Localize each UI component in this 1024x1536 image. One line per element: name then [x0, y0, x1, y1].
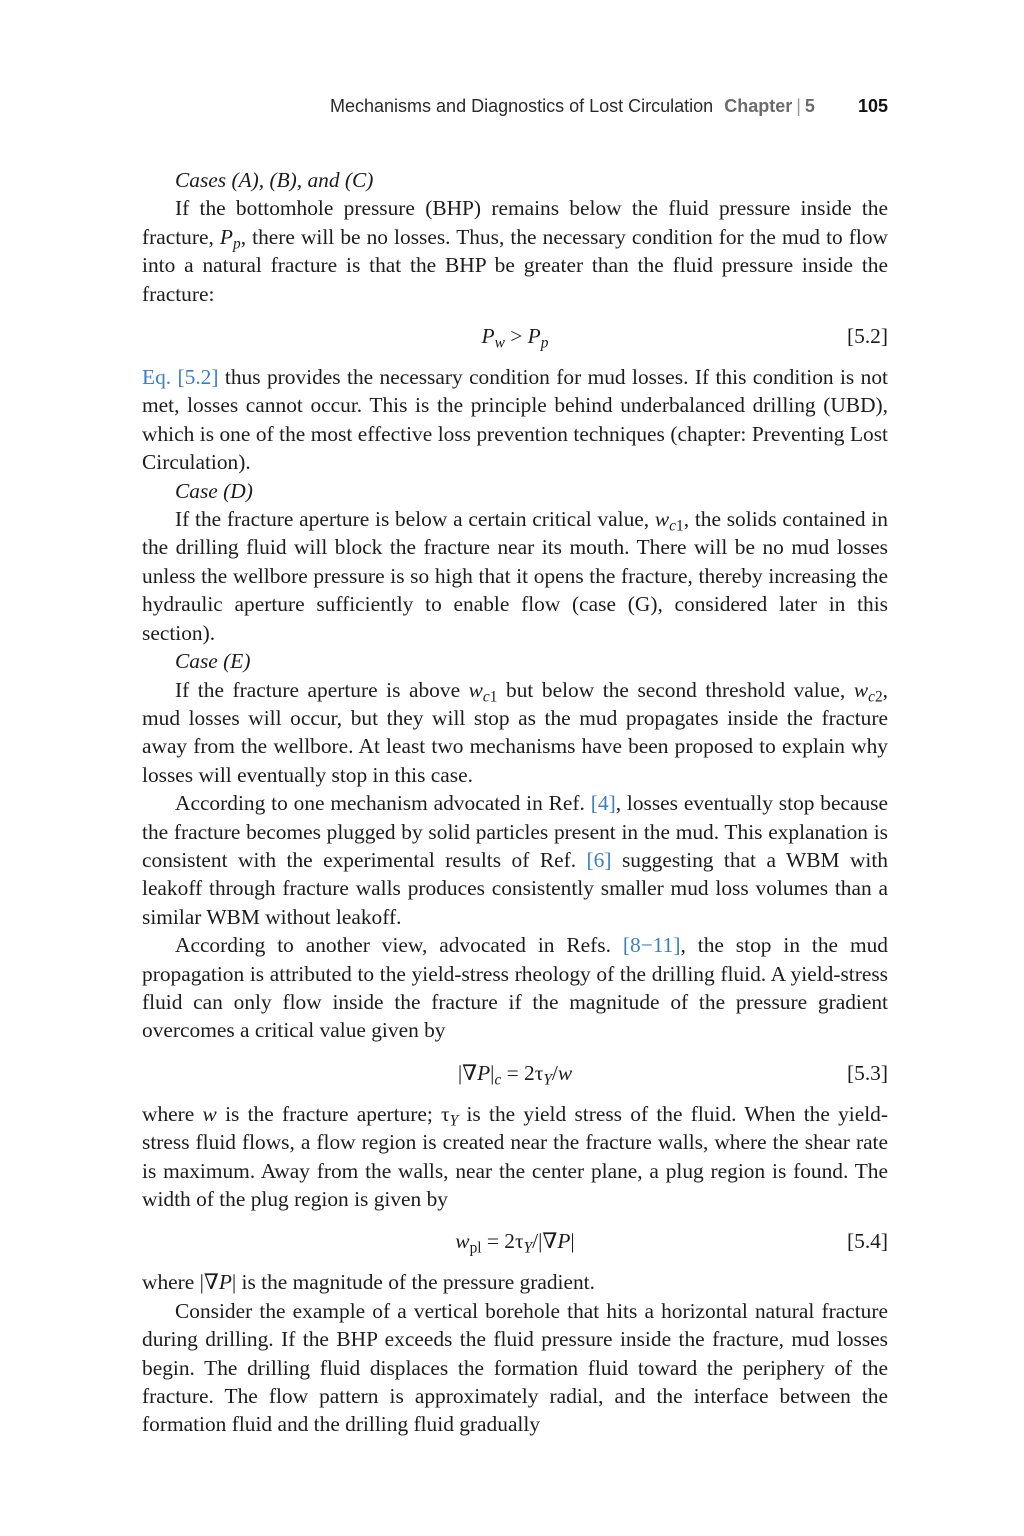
case-e-heading: Case (E)	[175, 649, 251, 674]
variable-pp: $P_p$	[219, 224, 241, 253]
citation-link[interactable]: [4]	[590, 791, 616, 816]
equation-5-4	[142, 1227, 888, 1256]
paragraph: Eq. [5.2] thus provides the necessary condition for mud losses. If this condition is not met, losses cannot occur. This is the principle behind underbalanced drilling (UBD), which is one of the most effective loss prevention techniques (chapter: Preventing Lost Circulation).	[142, 365, 888, 475]
body-text	[142, 166, 888, 1439]
paragraph: If the bottomhole pressure (BHP) remains below the fluid pressure inside the fracture, $P_p$, there will be no losses. Thus, the necessary condition for the mud to flow into a natural fracture is that the BHP be greater than the fluid pressure inside the fracture:	[142, 196, 888, 306]
paragraph: where |∇P| is the magnitude of the pressure gradient.	[142, 1270, 595, 1295]
variable-wc1: $w_{c1}$	[654, 507, 684, 535]
case-abc-heading: Cases (A), (B), and (C)	[175, 168, 374, 192]
paragraph: If the fracture aperture is below a certain critical value, $w_{c1}$, the solids contained in the drilling fluid will block the fracture near its mouth. There will be no mud losses unless the wellbore pressure is so high that it opens the fracture, thereby increasing the hydraulic aperture sufficiently to enable flow (case (G), considered later in this section).	[142, 507, 888, 645]
equation-expression: $P_w > P_p$	[481, 324, 549, 352]
variable-wc2: $w_{c2}$	[853, 677, 883, 705]
variable-tau-y: $\tau_Y$	[441, 1101, 459, 1130]
page-number: 105	[857, 96, 888, 116]
header-chapter-label: Chapter	[724, 96, 793, 116]
equation-5-3	[142, 1059, 888, 1088]
equation-reference-link[interactable]: Eq. [5.2]	[142, 365, 219, 390]
variable-w: w	[202, 1101, 217, 1126]
paragraph: According to one mechanism advocated in Ref. [4], losses eventually stop because the fracture becomes plugged by solid particles present in the mud. This explanation is consistent with the experimental results of Ref. [6] suggesting that a WBM with leakoff through fracture walls produces consistently smaller mud loss volumes than a similar WBM without leakoff.	[142, 791, 889, 929]
equation-number: [5.4]	[847, 1229, 888, 1254]
equation-expression: $|\nabla P|_c = 2\tau_Y/w$	[457, 1060, 573, 1089]
header-book-title: Mechanisms and Diagnostics of Lost Circulation	[330, 96, 714, 116]
paragraph: If the fracture aperture is above $w_{c1}$ but below the second threshold value, $w_{c2}$, mud losses will occur, but they will stop as the mud propagates inside the fracture away from the wellbore. At least two mechanisms have been proposed to explain why losses will eventually stop in this case.	[142, 677, 888, 787]
equation-number: [5.3]	[847, 1060, 888, 1085]
equation-number: [5.2]	[847, 324, 888, 349]
header-chapter-number: 5	[804, 96, 815, 116]
running-header	[142, 96, 888, 117]
equation-expression: $w_{pl} = 2\tau_Y/|\nabla P|$	[455, 1229, 575, 1257]
paragraph: According to another view, advocated in Refs. [8−11], the stop in the mud propagation is attributed to the yield-stress rheology of the drilling fluid. A yield-stress fluid can only flow inside the fracture if the magnitude of the pressure gradient overcomes a critical value given by	[142, 933, 888, 1043]
citation-link[interactable]: [6]	[586, 847, 612, 872]
equation-5-2	[142, 322, 888, 351]
variable-wc1: $w_{c1}$	[468, 677, 498, 705]
paragraph: Consider the example of a vertical borehole that hits a horizontal natural fracture during drilling. If the BHP exceeds the fluid pressure inside the fracture, mud losses begin. The drilling fluid displaces the formation fluid toward the periphery of the fracture. The flow pattern is approximately radial, and the interface between the formation fluid and the drilling fluid gradually	[142, 1298, 888, 1437]
paragraph: where w is the fracture aperture; $\tau_Y$ is the yield stress of the fluid. When the yield-stress fluid flows, a flow region is created near the fracture walls, where the shear rate is maximum. Away from the walls, near the center plane, a plug region is found. The width of the plug region is given by	[142, 1101, 889, 1211]
header-separator: |	[796, 96, 801, 116]
citation-link[interactable]: [8−11]	[622, 933, 681, 958]
case-d-heading: Case (D)	[175, 478, 253, 503]
